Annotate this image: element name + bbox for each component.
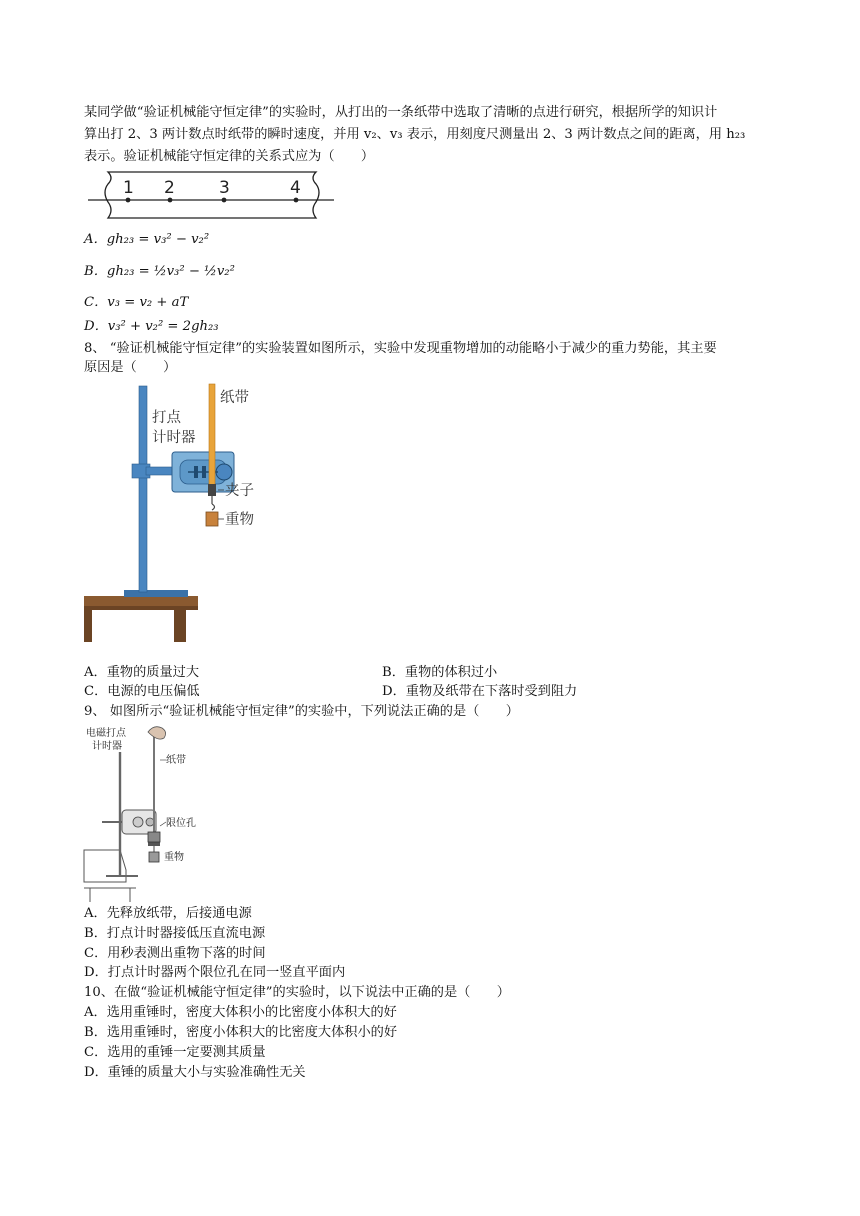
q10-option-b: B．选用重锤时，密度小体积大的比密度大体积小的好 — [84, 1025, 398, 1040]
tape-point-1 — [126, 198, 131, 203]
q9-label-timer-line1: 电磁打点 — [86, 728, 126, 739]
label-timer-line2: 计时器 — [152, 430, 196, 446]
q8-option-d: D．重物及纸带在下落时受到阻力 — [382, 684, 578, 699]
tape-point-2 — [168, 198, 173, 203]
stand-rod — [139, 386, 147, 592]
q7-stem-line2: 算出打 2、3 两计数点时纸带的瞬时速度，并用 v₂、v₃ 表示，用刻度尺测量出 2、3 两计数点之间的距离，用 h₂₃ — [84, 127, 746, 142]
q7-option-a: A．gh₂₃ = v₃² − v₂² — [84, 232, 210, 247]
q9-stem: 9、 如图所示“验证机械能守恒定律”的实验中，下列说法正确的是（ ） — [84, 704, 519, 719]
q9-option-c: C．用秒表测出重物下落的时间 — [84, 946, 266, 961]
q10-option-c: C．选用的重锤一定要测其质量 — [84, 1045, 266, 1060]
q7-stem-line1: 某同学做“验证机械能守恒定律”的实验时，从打出的一条纸带中选取了清晰的点进行研究，根据所学的知识计 — [84, 105, 718, 120]
q9-label-tape: 纸带 — [166, 755, 186, 766]
label-clip: 夹子 — [225, 483, 254, 499]
clip — [208, 484, 216, 496]
q10-option-a: A．选用重锤时，密度大体积小的比密度小体积大的好 — [84, 1005, 397, 1020]
table-top — [84, 596, 198, 606]
tape-point-4 — [294, 198, 299, 203]
q8-stem-line2: 原因是（ ） — [84, 360, 177, 375]
q8-option-b: B．重物的体积过小 — [382, 665, 498, 680]
tape-label-3: 3 — [219, 178, 230, 198]
q9-label-hole: 限位孔 — [166, 818, 196, 829]
tape-label-2: 2 — [164, 178, 175, 198]
hand-icon — [148, 727, 166, 739]
table-leg — [174, 610, 186, 642]
label-timer-line1: 打点 — [152, 410, 181, 426]
q9-option-a: A．先释放纸带，后接通电源 — [84, 906, 252, 921]
q8-apparatus-figure — [84, 378, 284, 644]
label-tape: 纸带 — [220, 390, 249, 406]
q7-option-c: C．v₃ = v₂ + aT — [84, 295, 189, 310]
q9-option-b: B．打点计时器接低压直流电源 — [84, 926, 266, 941]
q10-stem: 10、在做“验证机械能守恒定律”的实验时，以下说法中正确的是（ ） — [84, 985, 510, 1000]
q10-option-d: D．重锤的质量大小与实验准确性无关 — [84, 1065, 306, 1080]
tape-label-1: 1 — [123, 178, 134, 198]
tape-point-3 — [222, 198, 227, 203]
weight — [206, 512, 218, 526]
stand-base — [124, 590, 188, 597]
label-weight: 重物 — [225, 512, 254, 528]
q7-stem-line3: 表示。验证机械能守恒定律的关系式应为（ ） — [84, 149, 375, 164]
q9-option-d: D．打点计时器两个限位孔在同一竖直平面内 — [84, 965, 346, 980]
q8-option-c: C．电源的电压偏低 — [84, 684, 200, 699]
q9-label-timer-line2: 计时器 — [92, 741, 122, 752]
q9-label-weight: 重物 — [164, 852, 184, 863]
q8-option-a: A．重物的质量过大 — [84, 665, 200, 680]
q9-apparatus-figure — [80, 722, 206, 902]
tape-label-4: 4 — [290, 178, 301, 198]
q7-option-d: D．v₃² + v₂² = 2gh₂₃ — [84, 319, 219, 334]
paper-tape — [209, 384, 215, 492]
paper-tape-figure — [84, 168, 340, 222]
q8-stem-line1: 8、 “验证机械能守恒定律”的实验装置如图所示，实验中发现重物增加的动能略小于减少的重力势能，其主要 — [84, 341, 717, 356]
q9-weight — [149, 852, 159, 862]
q7-option-b: B．gh₂₃ = ½v₃² − ½v₂² — [84, 264, 235, 279]
tape-outline — [105, 172, 319, 218]
